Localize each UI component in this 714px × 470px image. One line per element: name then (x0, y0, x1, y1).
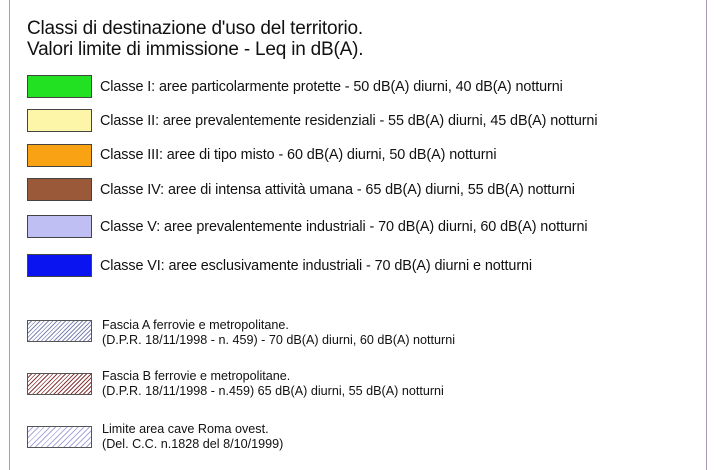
legend-title-line-2: Valori limite di immissione - Leq in dB(A). (27, 39, 364, 60)
fascia-b-label (102, 369, 444, 399)
class-3-swatch (27, 144, 92, 167)
fascia-b-label-line-2: (D.P.R. 18/11/1998 - n.459) 65 dB(A) diurni, 55 dB(A) notturni (102, 384, 444, 398)
fascia-a-label (102, 318, 455, 348)
class-5-label: Classe V: aree prevalentemente industriali - 70 dB(A) diurni, 60 dB(A) notturni (100, 219, 588, 235)
legend-title (27, 18, 363, 60)
class-3-label: Classe III: aree di tipo misto - 60 dB(A) diurni, 50 dB(A) notturni (100, 147, 497, 163)
class-6-label: Classe VI: aree esclusivamente industriali - 70 dB(A) diurni e notturni (100, 258, 533, 274)
fascia-b-label-line-1: Fascia B ferrovie e metropolitane. (102, 369, 291, 383)
class-4-label: Classe IV: aree di intensa attività umana - 65 dB(A) diurni, 55 dB(A) notturni (100, 182, 575, 198)
fascia-a-hatch-swatch (27, 320, 92, 342)
cave-limit-label-line-2: (Del. C.C. n.1828 del 8/10/1999) (102, 437, 284, 451)
legend-title-line-1: Classi di destinazione d'uso del territorio. (27, 18, 363, 39)
class-2-swatch (27, 109, 92, 132)
class-4-swatch (27, 178, 92, 201)
class-1-swatch (27, 75, 92, 98)
class-1-label: Classe I: aree particolarmente protette - 50 dB(A) diurni, 40 dB(A) notturni (100, 79, 563, 95)
class-5-swatch (27, 215, 92, 238)
class-6-swatch (27, 254, 92, 277)
fascia-a-label-line-2: (D.P.R. 18/11/1998 - n. 459) - 70 dB(A) diurni, 60 dB(A) notturni (102, 333, 456, 347)
fascia-b-hatch-swatch (27, 373, 92, 395)
cave-limit-label-line-1: Limite area cave Roma ovest. (102, 422, 269, 436)
cave-limit-label (102, 422, 283, 452)
cave-limit-hatch-swatch (27, 426, 92, 448)
class-2-label: Classe II: aree prevalentemente residenziali - 55 dB(A) diurni, 45 dB(A) notturni (100, 113, 598, 129)
fascia-a-label-line-1: Fascia A ferrovie e metropolitane. (102, 318, 289, 332)
